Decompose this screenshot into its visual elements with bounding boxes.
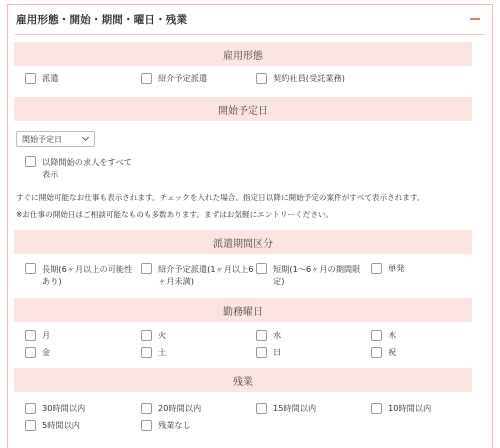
checkbox[interactable]	[141, 403, 152, 414]
checkbox-label: 30時間以内	[42, 403, 86, 413]
checkbox-day-mon[interactable]	[25, 330, 50, 341]
section-period-heading: 派遣期間区分	[14, 230, 472, 254]
section-weekday-heading: 勤務曜日	[14, 298, 472, 322]
section-overtime-heading: 残業	[14, 368, 472, 392]
checkbox[interactable]	[141, 263, 152, 274]
checkbox-overtime-none[interactable]	[141, 420, 191, 431]
checkbox-employment-keiyaku[interactable]	[256, 73, 345, 84]
checkbox-label-line1: 以降開始の求人をすべて	[42, 157, 132, 167]
checkbox[interactable]	[141, 420, 152, 431]
select-value: 開始予定日	[22, 134, 62, 144]
checkbox[interactable]	[25, 330, 36, 341]
checkbox-overtime-5h[interactable]	[25, 420, 80, 431]
checkbox-label: 火	[158, 330, 167, 340]
checkbox[interactable]	[25, 263, 36, 274]
checkbox[interactable]	[256, 330, 267, 341]
checkbox-overtime-10h[interactable]	[371, 403, 431, 414]
checkbox-label	[273, 263, 360, 287]
checkbox-label: 15時間以内	[273, 403, 317, 413]
checkbox[interactable]	[256, 347, 267, 358]
checkbox-label: 10時間以内	[388, 403, 432, 413]
checkbox-employment-haken[interactable]	[25, 73, 58, 84]
panel-header[interactable]	[8, 5, 492, 33]
checkbox-after-date[interactable]	[25, 156, 132, 180]
checkbox-label	[42, 156, 132, 180]
checkbox[interactable]	[141, 347, 152, 358]
checkbox-label: 残業なし	[158, 420, 191, 430]
panel-title: 雇用形態・開始・期間・曜日・残業	[16, 13, 188, 26]
checkbox-label-line2: 表示	[42, 169, 59, 179]
checkbox-label: 水	[273, 330, 282, 340]
section-start-heading: 開始予定日	[14, 97, 472, 121]
checkbox-employment-shoukai[interactable]	[141, 73, 207, 84]
checkbox[interactable]	[371, 403, 382, 414]
checkbox-overtime-15h[interactable]	[256, 403, 316, 414]
checkbox-label: 単発	[388, 263, 405, 273]
checkbox-label-line2: あり)	[42, 276, 62, 286]
checkbox-day-wed[interactable]	[256, 330, 281, 341]
chevron-down-icon	[82, 134, 89, 141]
checkbox-label: 土	[158, 347, 167, 357]
collapse-minus-icon[interactable]	[468, 12, 482, 26]
checkbox-label: 紹介予定派遣	[158, 73, 208, 83]
checkbox[interactable]	[141, 330, 152, 341]
checkbox[interactable]	[371, 330, 382, 341]
checkbox-label: 契約社員(受託業務)	[273, 73, 345, 83]
checkbox-label: 木	[388, 330, 397, 340]
checkbox[interactable]	[25, 347, 36, 358]
checkbox-label-line1: 短期(1〜6ヶ月の期間限	[273, 264, 361, 274]
checkbox-label: 金	[42, 347, 51, 357]
checkbox-label: 祝	[388, 347, 397, 357]
checkbox[interactable]	[256, 263, 267, 274]
section-employment-heading: 雇用形態	[14, 42, 472, 66]
checkbox-day-fri[interactable]	[25, 347, 50, 358]
header-divider	[15, 34, 485, 35]
checkbox-label: 日	[273, 347, 282, 357]
checkbox-label-line2: 定)	[273, 276, 285, 286]
checkbox-label	[158, 263, 254, 287]
checkbox[interactable]	[371, 347, 382, 358]
checkbox[interactable]	[256, 73, 267, 84]
checkbox[interactable]	[141, 73, 152, 84]
checkbox-day-sun[interactable]	[256, 347, 281, 358]
checkbox-label: 5時間以内	[42, 420, 80, 430]
checkbox-day-sat[interactable]	[141, 347, 166, 358]
start-note: すぐに開始可能なお仕事も表示されます。チェックを入れた場合、指定日以降に開始予定の案件がすべて表示されます。	[16, 193, 425, 202]
checkbox-day-thu[interactable]	[371, 330, 396, 341]
checkbox-label	[42, 263, 132, 287]
checkbox-overtime-30h[interactable]	[25, 403, 85, 414]
checkbox-day-holiday[interactable]	[371, 347, 396, 358]
checkbox[interactable]	[256, 403, 267, 414]
checkbox-label-line2: ヶ月未満)	[158, 276, 194, 286]
checkbox-day-tue[interactable]	[141, 330, 166, 341]
checkbox-label: 月	[42, 330, 51, 340]
checkbox-label: 20時間以内	[158, 403, 202, 413]
checkbox[interactable]	[25, 73, 36, 84]
checkbox-period-long[interactable]	[25, 263, 132, 287]
checkbox-overtime-20h[interactable]	[141, 403, 201, 414]
checkbox-label-line1: 長期(6ヶ月以上の可能性	[42, 264, 133, 274]
checkbox-period-short[interactable]	[256, 263, 360, 287]
checkbox-period-single[interactable]	[371, 263, 404, 274]
checkbox[interactable]	[25, 403, 36, 414]
start-date-select[interactable]	[16, 131, 95, 147]
checkbox-period-shoukai[interactable]	[141, 263, 254, 287]
checkbox[interactable]	[25, 420, 36, 431]
checkbox-label-line1: 紹介予定派遣(1ヶ月以上6	[158, 264, 254, 274]
start-note-disclaimer: ※お仕事の開始日はご相談可能なものも多数あります。まずはお気軽にエントリーください。	[16, 210, 334, 219]
checkbox[interactable]	[371, 263, 382, 274]
checkbox[interactable]	[25, 156, 36, 167]
checkbox-label: 派遣	[42, 73, 59, 83]
